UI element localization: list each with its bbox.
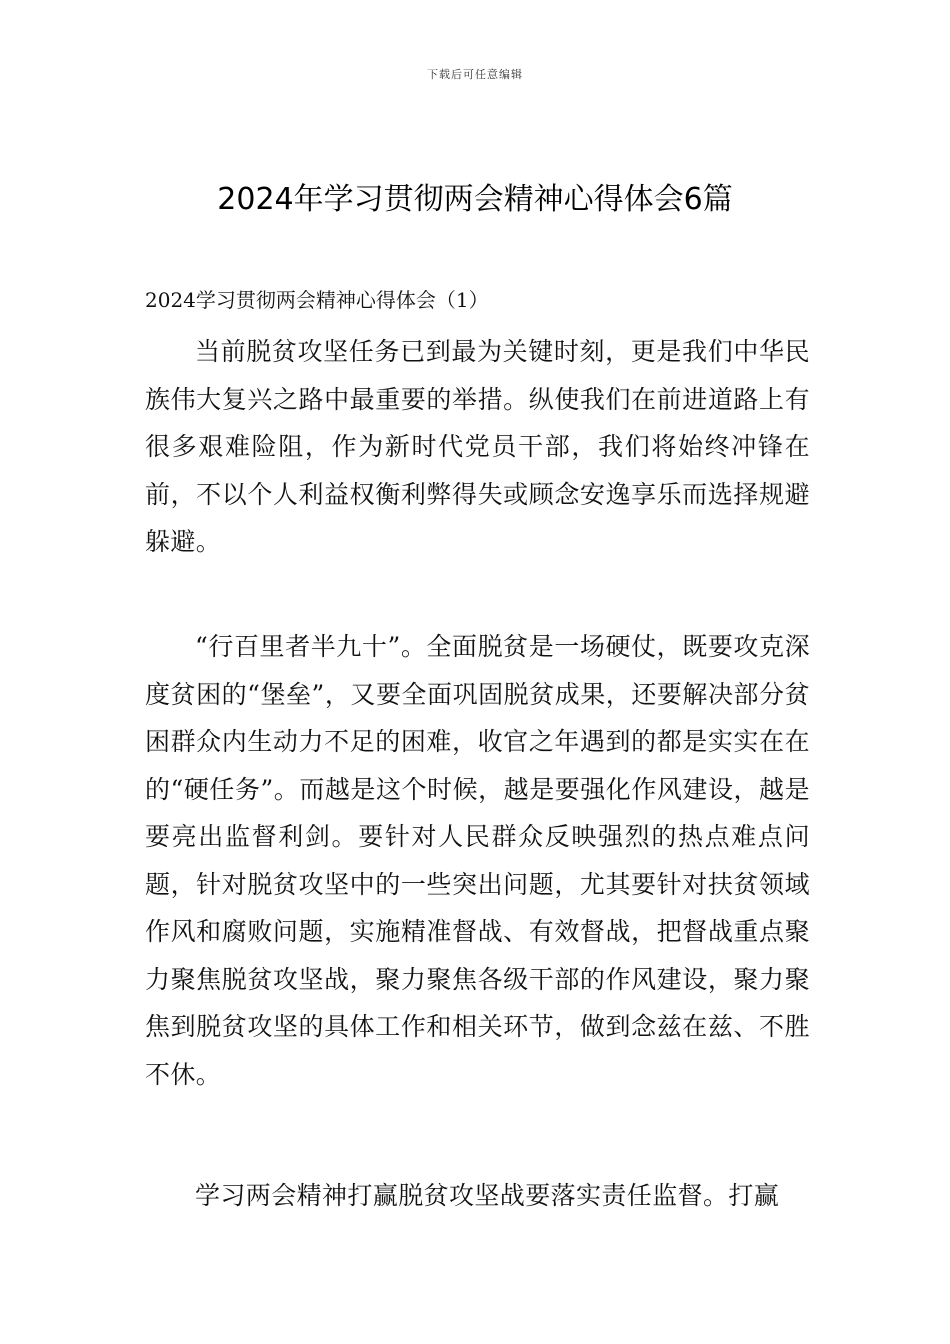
paragraph-2: “行百里者半九十”。全面脱贫是一场硬仗，既要攻克深度贫困的“堡垒”，又要全面巩固脱贫成果，还要解决部分贫困群众内生动力不足的困难，收官之年遇到的都是实实在在的“硬任务”。而越是这个时候，越是要强化作风建设，越是要亮出监督利剑。要针对人民群众反映强烈的热点难点问题，针对脱贫攻坚中的一些突出问题，尤其要针对扶贫领域作风和腐败问题，实施精准督战、有效督战，把督战重点聚力聚焦脱贫攻坚战，聚力聚焦各级干部的作风建设，聚力聚焦到脱贫攻坚的具体工作和相关环节，做到念兹在兹、不胜不休。 xyxy=(145,632,810,1089)
document-title: 2024年学习贯彻两会精神心得体会6篇 xyxy=(217,182,733,217)
section-heading: 2024学习贯彻两会精神心得体会（1） xyxy=(145,288,489,312)
paragraph-3: 学习两会精神打赢脱贫攻坚战要落实责任监督。打赢 xyxy=(195,1181,780,1210)
paragraph-1: 当前脱贫攻坚任务已到最为关键时刻，更是我们中华民族伟大复兴之路中最重要的举措。纵使我们在前进道路上有很多艰难险阻，作为新时代党员干部，我们将始终冲锋在前，不以个人利益权衡利弊得失或顾念安逸享乐而选择规避躲避。 xyxy=(145,337,810,556)
header-note: 下载后可任意编辑 xyxy=(427,68,523,81)
